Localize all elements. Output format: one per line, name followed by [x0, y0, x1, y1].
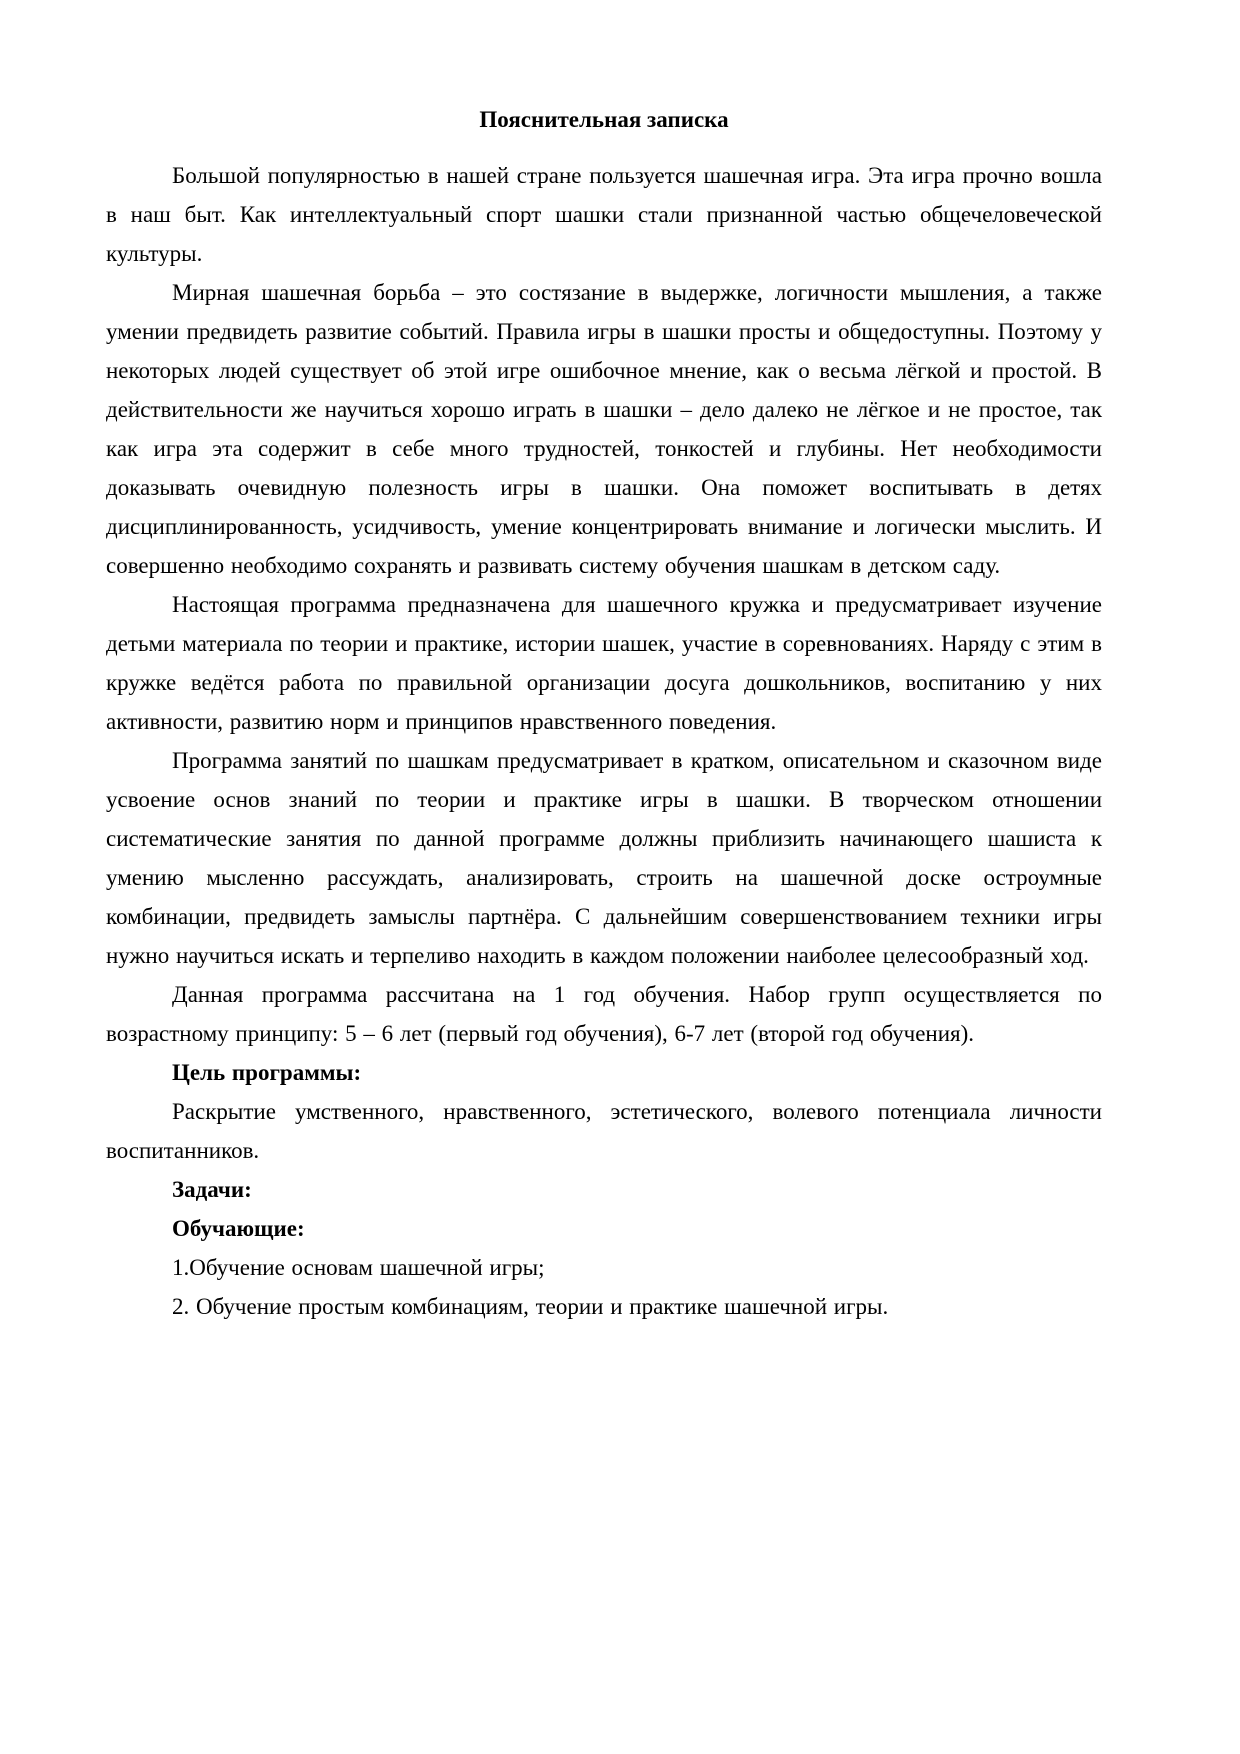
list-item-task-2: 2. Обучение простым комбинациям, теории и практике шашечной игры.: [172, 1294, 889, 1319]
paragraph-program-purpose: Настоящая программа предназначена для шашечного кружка и предусматривает изучение детьми материала по теории и практике, истории шашек, участие в соревнованиях. Наряду с этим в кружке ведётся работа по правильной организации досуга дошкольников, воспитанию у них активности, развитию норм и принципов нравственного поведения.: [106, 592, 1102, 734]
paragraph-program-duration: Данная программа рассчитана на 1 год обучения. Набор групп осуществляется по возрастному принципу: 5 – 6 лет (первый год обучения), 6-7 лет (второй год обучения).: [106, 982, 1102, 1046]
paragraph-checkers-benefits: Мирная шашечная борьба – это состязание в выдержке, логичности мышления, а также умении предвидеть развитие событий. Правила игры в шашки просты и общедоступны. Поэтому у некоторых людей существует об этой игре ошибочное мнение, как о весьма лёгкой и простой. В действительности же научиться хорошо играть в шашки – дело далеко не лёгкое и не простое, так как игра эта содержит в себе много трудностей, тонкостей и глубины. Нет необходимости доказывать очевидную полезность игры в шашки. Она поможет воспитывать в детях дисциплинированность, усидчивость, умение концентрировать внимание и логически мыслить. И совершенно необходимо сохранять и развивать систему обучения шашкам в детском саду.: [106, 280, 1102, 578]
paragraph-goal-text: Раскрытие умственного, нравственного, эстетического, волевого потенциала личности воспитанников.: [106, 1099, 1102, 1163]
section-heading-teaching-tasks: Обучающие:: [172, 1216, 305, 1241]
paragraph-intro: Большой популярностью в нашей стране пользуется шашечная игра. Эта игра прочно вошла в наш быт. Как интеллектуальный спорт шашки стали признанной частью общечеловеческой культуры.: [106, 163, 1102, 266]
paragraph-program-content: Программа занятий по шашкам предусматривает в кратком, описательном и сказочном виде усвоение основ знаний по теории и практике игры в шашки. В творческом отношении систематические занятия по данной программе должны приблизить начинающего шашиста к умению мысленно рассуждать, анализировать, строить на шашечной доске остроумные комбинации, предвидеть замыслы партнёра. С дальнейшим совершенствованием техники игры нужно научиться искать и терпеливо находить в каждом положении наиболее целесообразный ход.: [106, 748, 1102, 968]
section-heading-goal: Цель программы:: [172, 1060, 362, 1085]
section-heading-tasks: Задачи:: [172, 1177, 252, 1202]
list-item-task-1: 1.Обучение основам шашечной игры;: [172, 1255, 545, 1280]
document-title: Пояснительная записка: [479, 107, 729, 132]
